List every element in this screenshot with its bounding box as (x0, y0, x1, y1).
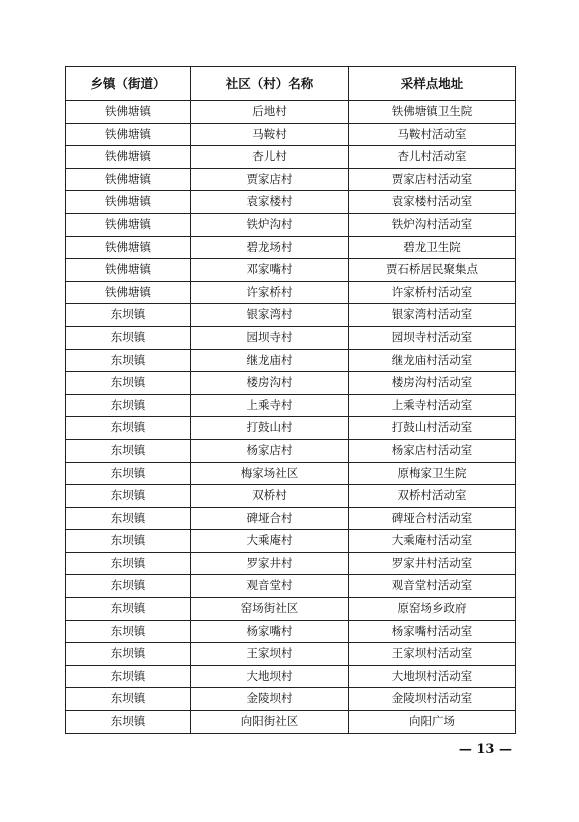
table-row (66, 326, 516, 349)
cell-community: 双桥村 (191, 485, 349, 508)
cell-sampling-address: 原窑场乡政府 (349, 598, 516, 621)
cell-community: 梅家场社区 (191, 462, 349, 485)
cell-township: 铁佛塘镇 (66, 101, 191, 124)
cell-community: 杏儿村 (191, 146, 349, 169)
table-body (66, 101, 516, 734)
table-row (66, 507, 516, 530)
table-row (66, 688, 516, 711)
cell-sampling-address: 贾家店村活动室 (349, 168, 516, 191)
cell-community: 大地坝村 (191, 665, 349, 688)
cell-community: 打鼓山村 (191, 417, 349, 440)
table-row (66, 530, 516, 553)
cell-township: 东坝镇 (66, 417, 191, 440)
cell-sampling-address: 许家桥村活动室 (349, 281, 516, 304)
table-row (66, 213, 516, 236)
cell-sampling-address: 打鼓山村活动室 (349, 417, 516, 440)
table-row (66, 349, 516, 372)
cell-sampling-address: 向阳广场 (349, 711, 516, 734)
table-row (66, 123, 516, 146)
cell-sampling-address: 楼房沟村活动室 (349, 372, 516, 395)
cell-township: 东坝镇 (66, 620, 191, 643)
cell-community: 楼房沟村 (191, 372, 349, 395)
table-row (66, 372, 516, 395)
cell-township: 东坝镇 (66, 507, 191, 530)
cell-township: 铁佛塘镇 (66, 123, 191, 146)
table-row (66, 417, 516, 440)
cell-township: 东坝镇 (66, 598, 191, 621)
cell-township: 东坝镇 (66, 462, 191, 485)
cell-sampling-address: 继龙庙村活动室 (349, 349, 516, 372)
cell-community: 继龙庙村 (191, 349, 349, 372)
cell-community: 后地村 (191, 101, 349, 124)
cell-community: 碑垭合村 (191, 507, 349, 530)
cell-sampling-address: 银家湾村活动室 (349, 304, 516, 327)
cell-community: 袁家楼村 (191, 191, 349, 214)
cell-sampling-address: 上乘寺村活动室 (349, 394, 516, 417)
cell-township: 铁佛塘镇 (66, 259, 191, 282)
cell-community: 上乘寺村 (191, 394, 349, 417)
cell-community: 邓家嘴村 (191, 259, 349, 282)
cell-sampling-address: 杨家店村活动室 (349, 439, 516, 462)
cell-sampling-address: 碑垭合村活动室 (349, 507, 516, 530)
table-row (66, 711, 516, 734)
cell-sampling-address: 双桥村活动室 (349, 485, 516, 508)
cell-sampling-address: 原梅家卫生院 (349, 462, 516, 485)
cell-township: 东坝镇 (66, 439, 191, 462)
header-sampling-address: 采样点地址 (349, 67, 516, 101)
cell-township: 东坝镇 (66, 394, 191, 417)
cell-township: 铁佛塘镇 (66, 168, 191, 191)
cell-community: 许家桥村 (191, 281, 349, 304)
cell-sampling-address: 袁家楼村活动室 (349, 191, 516, 214)
cell-township: 铁佛塘镇 (66, 213, 191, 236)
cell-township: 东坝镇 (66, 372, 191, 395)
cell-sampling-address: 大地坝村活动室 (349, 665, 516, 688)
table-row (66, 552, 516, 575)
cell-community: 杨家店村 (191, 439, 349, 462)
cell-community: 贾家店村 (191, 168, 349, 191)
cell-community: 银家湾村 (191, 304, 349, 327)
cell-community: 金陵坝村 (191, 688, 349, 711)
cell-township: 东坝镇 (66, 552, 191, 575)
cell-community: 园坝寺村 (191, 326, 349, 349)
cell-community: 铁炉沟村 (191, 213, 349, 236)
table-row (66, 462, 516, 485)
cell-sampling-address: 园坝寺村活动室 (349, 326, 516, 349)
cell-community: 窑场街社区 (191, 598, 349, 621)
cell-sampling-address: 大乘庵村活动室 (349, 530, 516, 553)
cell-township: 东坝镇 (66, 326, 191, 349)
cell-community: 大乘庵村 (191, 530, 349, 553)
cell-community: 向阳街社区 (191, 711, 349, 734)
cell-sampling-address: 马鞍村活动室 (349, 123, 516, 146)
table-row (66, 191, 516, 214)
cell-community: 杨家嘴村 (191, 620, 349, 643)
cell-township: 东坝镇 (66, 711, 191, 734)
table-row (66, 281, 516, 304)
table-row (66, 236, 516, 259)
cell-township: 东坝镇 (66, 575, 191, 598)
table-row (66, 598, 516, 621)
cell-sampling-address: 杏儿村活动室 (349, 146, 516, 169)
cell-township: 东坝镇 (66, 643, 191, 666)
cell-community: 马鞍村 (191, 123, 349, 146)
cell-township: 铁佛塘镇 (66, 281, 191, 304)
cell-community: 罗家井村 (191, 552, 349, 575)
table-row (66, 146, 516, 169)
cell-township: 东坝镇 (66, 349, 191, 372)
table-row (66, 259, 516, 282)
table-row (66, 665, 516, 688)
cell-sampling-address: 金陵坝村活动室 (349, 688, 516, 711)
table-row (66, 304, 516, 327)
cell-township: 东坝镇 (66, 688, 191, 711)
header-township: 乡镇（街道） (66, 67, 191, 101)
cell-township: 东坝镇 (66, 665, 191, 688)
cell-sampling-address: 王家坝村活动室 (349, 643, 516, 666)
table-row (66, 485, 516, 508)
table-row (66, 575, 516, 598)
cell-community: 观音堂村 (191, 575, 349, 598)
header-community: 社区（村）名称 (191, 67, 349, 101)
cell-sampling-address: 观音堂村活动室 (349, 575, 516, 598)
cell-township: 东坝镇 (66, 304, 191, 327)
sampling-sites-table (65, 66, 516, 734)
cell-community: 王家坝村 (191, 643, 349, 666)
table-header-row (66, 67, 516, 101)
table-row (66, 168, 516, 191)
cell-sampling-address: 铁佛塘镇卫生院 (349, 101, 516, 124)
cell-sampling-address: 罗家井村活动室 (349, 552, 516, 575)
table-row (66, 620, 516, 643)
cell-community: 碧龙场村 (191, 236, 349, 259)
page-number: — 13 — (458, 742, 512, 757)
table-row (66, 394, 516, 417)
cell-township: 东坝镇 (66, 530, 191, 553)
cell-township: 铁佛塘镇 (66, 191, 191, 214)
table-row (66, 101, 516, 124)
cell-township: 铁佛塘镇 (66, 146, 191, 169)
cell-sampling-address: 铁炉沟村活动室 (349, 213, 516, 236)
cell-township: 铁佛塘镇 (66, 236, 191, 259)
table-row (66, 439, 516, 462)
cell-sampling-address: 碧龙卫生院 (349, 236, 516, 259)
cell-sampling-address: 杨家嘴村活动室 (349, 620, 516, 643)
cell-sampling-address: 贾石桥居民聚集点 (349, 259, 516, 282)
table-row (66, 643, 516, 666)
cell-township: 东坝镇 (66, 485, 191, 508)
